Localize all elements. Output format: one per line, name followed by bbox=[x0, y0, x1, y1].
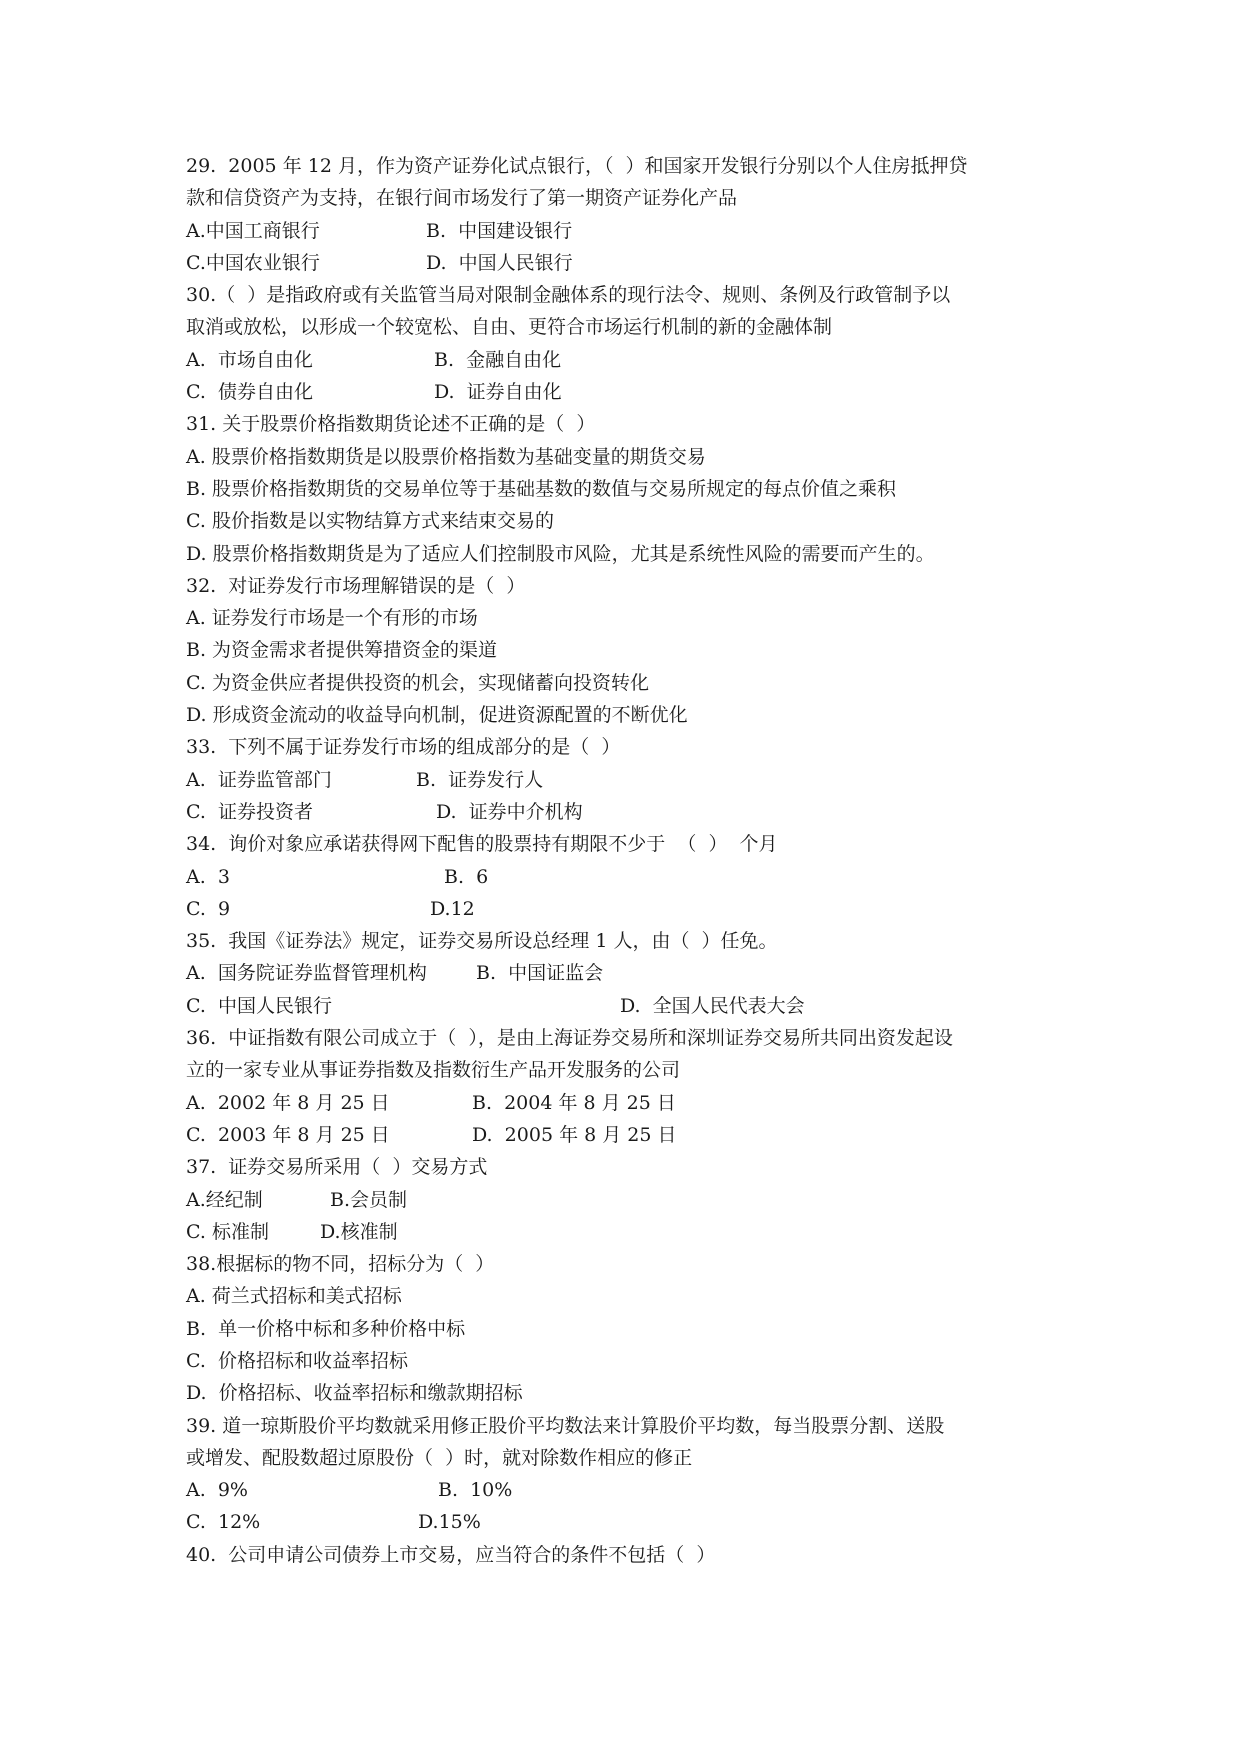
question-31 bbox=[186, 408, 1086, 569]
question-33 bbox=[186, 731, 1086, 828]
question-stem: 34. 询价对象应承诺获得网下配售的股票持有期限不少于 （ ） 个月 bbox=[186, 833, 778, 856]
option: C. 12% bbox=[186, 1511, 261, 1534]
option: C. 股价指数是以实物结算方式来结束交易的 bbox=[186, 510, 554, 533]
option: D. 中国人民银行 bbox=[426, 251, 573, 274]
option: B. 证券发行人 bbox=[416, 768, 544, 791]
question-30 bbox=[186, 279, 1086, 408]
option: B. 股票价格指数期货的交易单位等于基础基数的数值与交易所规定的每点价值之乘积 bbox=[186, 477, 897, 500]
option: D. 形成资金流动的收益导向机制，促进资源配置的不断优化 bbox=[186, 704, 688, 727]
question-stem: 取消或放松，以形成一个较宽松、自由、更符合市场运行机制的新的金融体制 bbox=[186, 316, 833, 339]
option: C. 2003 年 8 月 25 日 bbox=[186, 1123, 390, 1146]
question-35 bbox=[186, 925, 1086, 1022]
question-stem: 40. 公司申请公司债券上市交易，应当符合的条件不包括（ ） bbox=[186, 1543, 716, 1566]
option-row bbox=[186, 893, 1086, 925]
option: A. 证券发行市场是一个有形的市场 bbox=[186, 607, 478, 630]
option: D. 价格招标、收益率招标和缴款期招标 bbox=[186, 1382, 523, 1405]
option-row bbox=[186, 1216, 1086, 1248]
option: A.中国工商银行 bbox=[186, 219, 320, 242]
option: D.15% bbox=[418, 1511, 481, 1534]
question-stem: 38.根据标的物不同，招标分为（ ） bbox=[186, 1253, 495, 1276]
question-stem: 36. 中证指数有限公司成立于（ ），是由上海证券交易所和深圳证券交易所共同出资发起设 bbox=[186, 1027, 953, 1050]
question-stem: 款和信贷资产为支持，在银行间市场发行了第一期资产证券化产品 bbox=[186, 187, 738, 210]
option: A. 2002 年 8 月 25 日 bbox=[186, 1091, 390, 1114]
option: B. 6 bbox=[444, 865, 489, 888]
option: B. 金融自由化 bbox=[434, 348, 562, 371]
option: A. 3 bbox=[186, 865, 230, 888]
option: A.经纪制 bbox=[186, 1188, 263, 1211]
option: C. 标准制 bbox=[186, 1220, 269, 1243]
option-row bbox=[186, 796, 1086, 828]
question-32 bbox=[186, 570, 1086, 731]
question-stem: 或增发、配股数超过原股份（ ）时，就对除数作相应的修正 bbox=[186, 1446, 693, 1469]
option-row bbox=[186, 344, 1086, 376]
option: B. 单一价格中标和多种价格中标 bbox=[186, 1317, 466, 1340]
option-row bbox=[186, 861, 1086, 893]
option-row bbox=[186, 1184, 1086, 1216]
question-stem: 30.（ ）是指政府或有关监管当局对限制金融体系的现行法令、规则、条例及行政管制予以 bbox=[186, 284, 951, 307]
option: C. 价格招标和收益率招标 bbox=[186, 1349, 408, 1372]
question-37 bbox=[186, 1151, 1086, 1248]
option-row bbox=[186, 1087, 1086, 1119]
option-row bbox=[186, 247, 1086, 279]
question-34 bbox=[186, 828, 1086, 925]
option-row bbox=[186, 1119, 1086, 1151]
document-page bbox=[186, 150, 1086, 1571]
option: A. 国务院证券监督管理机构 bbox=[186, 962, 427, 985]
option: A. 证券监管部门 bbox=[186, 768, 332, 791]
option: D. 证券中介机构 bbox=[436, 800, 583, 823]
option: C. 证券投资者 bbox=[186, 800, 313, 823]
option: C. 9 bbox=[186, 897, 231, 920]
option: D. 2005 年 8 月 25 日 bbox=[472, 1123, 677, 1146]
option: D. 证券自由化 bbox=[434, 381, 562, 404]
option-row bbox=[186, 990, 1086, 1022]
option-row bbox=[186, 215, 1086, 247]
option-row bbox=[186, 764, 1086, 796]
option: C. 中国人民银行 bbox=[186, 994, 332, 1017]
option: C. 债券自由化 bbox=[186, 381, 313, 404]
option: B. 为资金需求者提供筹措资金的渠道 bbox=[186, 639, 498, 662]
question-stem: 立的一家专业从事证券指数及指数衍生产品开发服务的公司 bbox=[186, 1059, 681, 1082]
option-row bbox=[186, 1474, 1086, 1506]
question-stem: 39. 道一琼斯股价平均数就采用修正股价平均数法来计算股价平均数，每当股票分割、送股 bbox=[186, 1414, 945, 1437]
question-29 bbox=[186, 150, 1086, 279]
option: C.中国农业银行 bbox=[186, 251, 320, 274]
option: B. 中国证监会 bbox=[476, 962, 604, 985]
option: C. 为资金供应者提供投资的机会，实现储蓄向投资转化 bbox=[186, 671, 649, 694]
question-36 bbox=[186, 1022, 1086, 1151]
question-stem: 35. 我国《证券法》规定，证券交易所设总经理 1 人，由（ ）任免。 bbox=[186, 930, 778, 953]
question-39 bbox=[186, 1410, 1086, 1539]
option: B.会员制 bbox=[330, 1188, 408, 1211]
option: B. 2004 年 8 月 25 日 bbox=[472, 1091, 676, 1114]
option-row bbox=[186, 1506, 1086, 1538]
question-stem: 31. 关于股票价格指数期货论述不正确的是（ ） bbox=[186, 413, 596, 436]
question-38 bbox=[186, 1248, 1086, 1409]
question-stem: 32. 对证券发行市场理解错误的是（ ） bbox=[186, 574, 526, 597]
question-40 bbox=[186, 1539, 1086, 1571]
question-stem: 33. 下列不属于证券发行市场的组成部分的是（ ） bbox=[186, 736, 621, 759]
option: A. 市场自由化 bbox=[186, 348, 313, 371]
option: B. 10% bbox=[438, 1479, 513, 1502]
question-stem: 29. 2005 年 12 月，作为资产证券化试点银行，（ ）和国家开发银行分别以个人住房抵押贷 bbox=[186, 155, 968, 177]
option: A. 股票价格指数期货是以股票价格指数为基础变量的期货交易 bbox=[186, 445, 706, 468]
option: B. 中国建设银行 bbox=[426, 219, 573, 242]
option: D. 全国人民代表大会 bbox=[620, 994, 805, 1017]
option: D.核准制 bbox=[320, 1220, 398, 1243]
option-row bbox=[186, 957, 1086, 989]
option: D. 股票价格指数期货是为了适应人们控制股市风险，尤其是系统性风险的需要而产生的。 bbox=[186, 542, 935, 565]
option: A. 9% bbox=[186, 1479, 248, 1502]
question-stem: 37. 证券交易所采用（ ）交易方式 bbox=[186, 1156, 488, 1179]
option: D.12 bbox=[430, 897, 475, 920]
option-row bbox=[186, 376, 1086, 408]
option: A. 荷兰式招标和美式招标 bbox=[186, 1285, 402, 1308]
